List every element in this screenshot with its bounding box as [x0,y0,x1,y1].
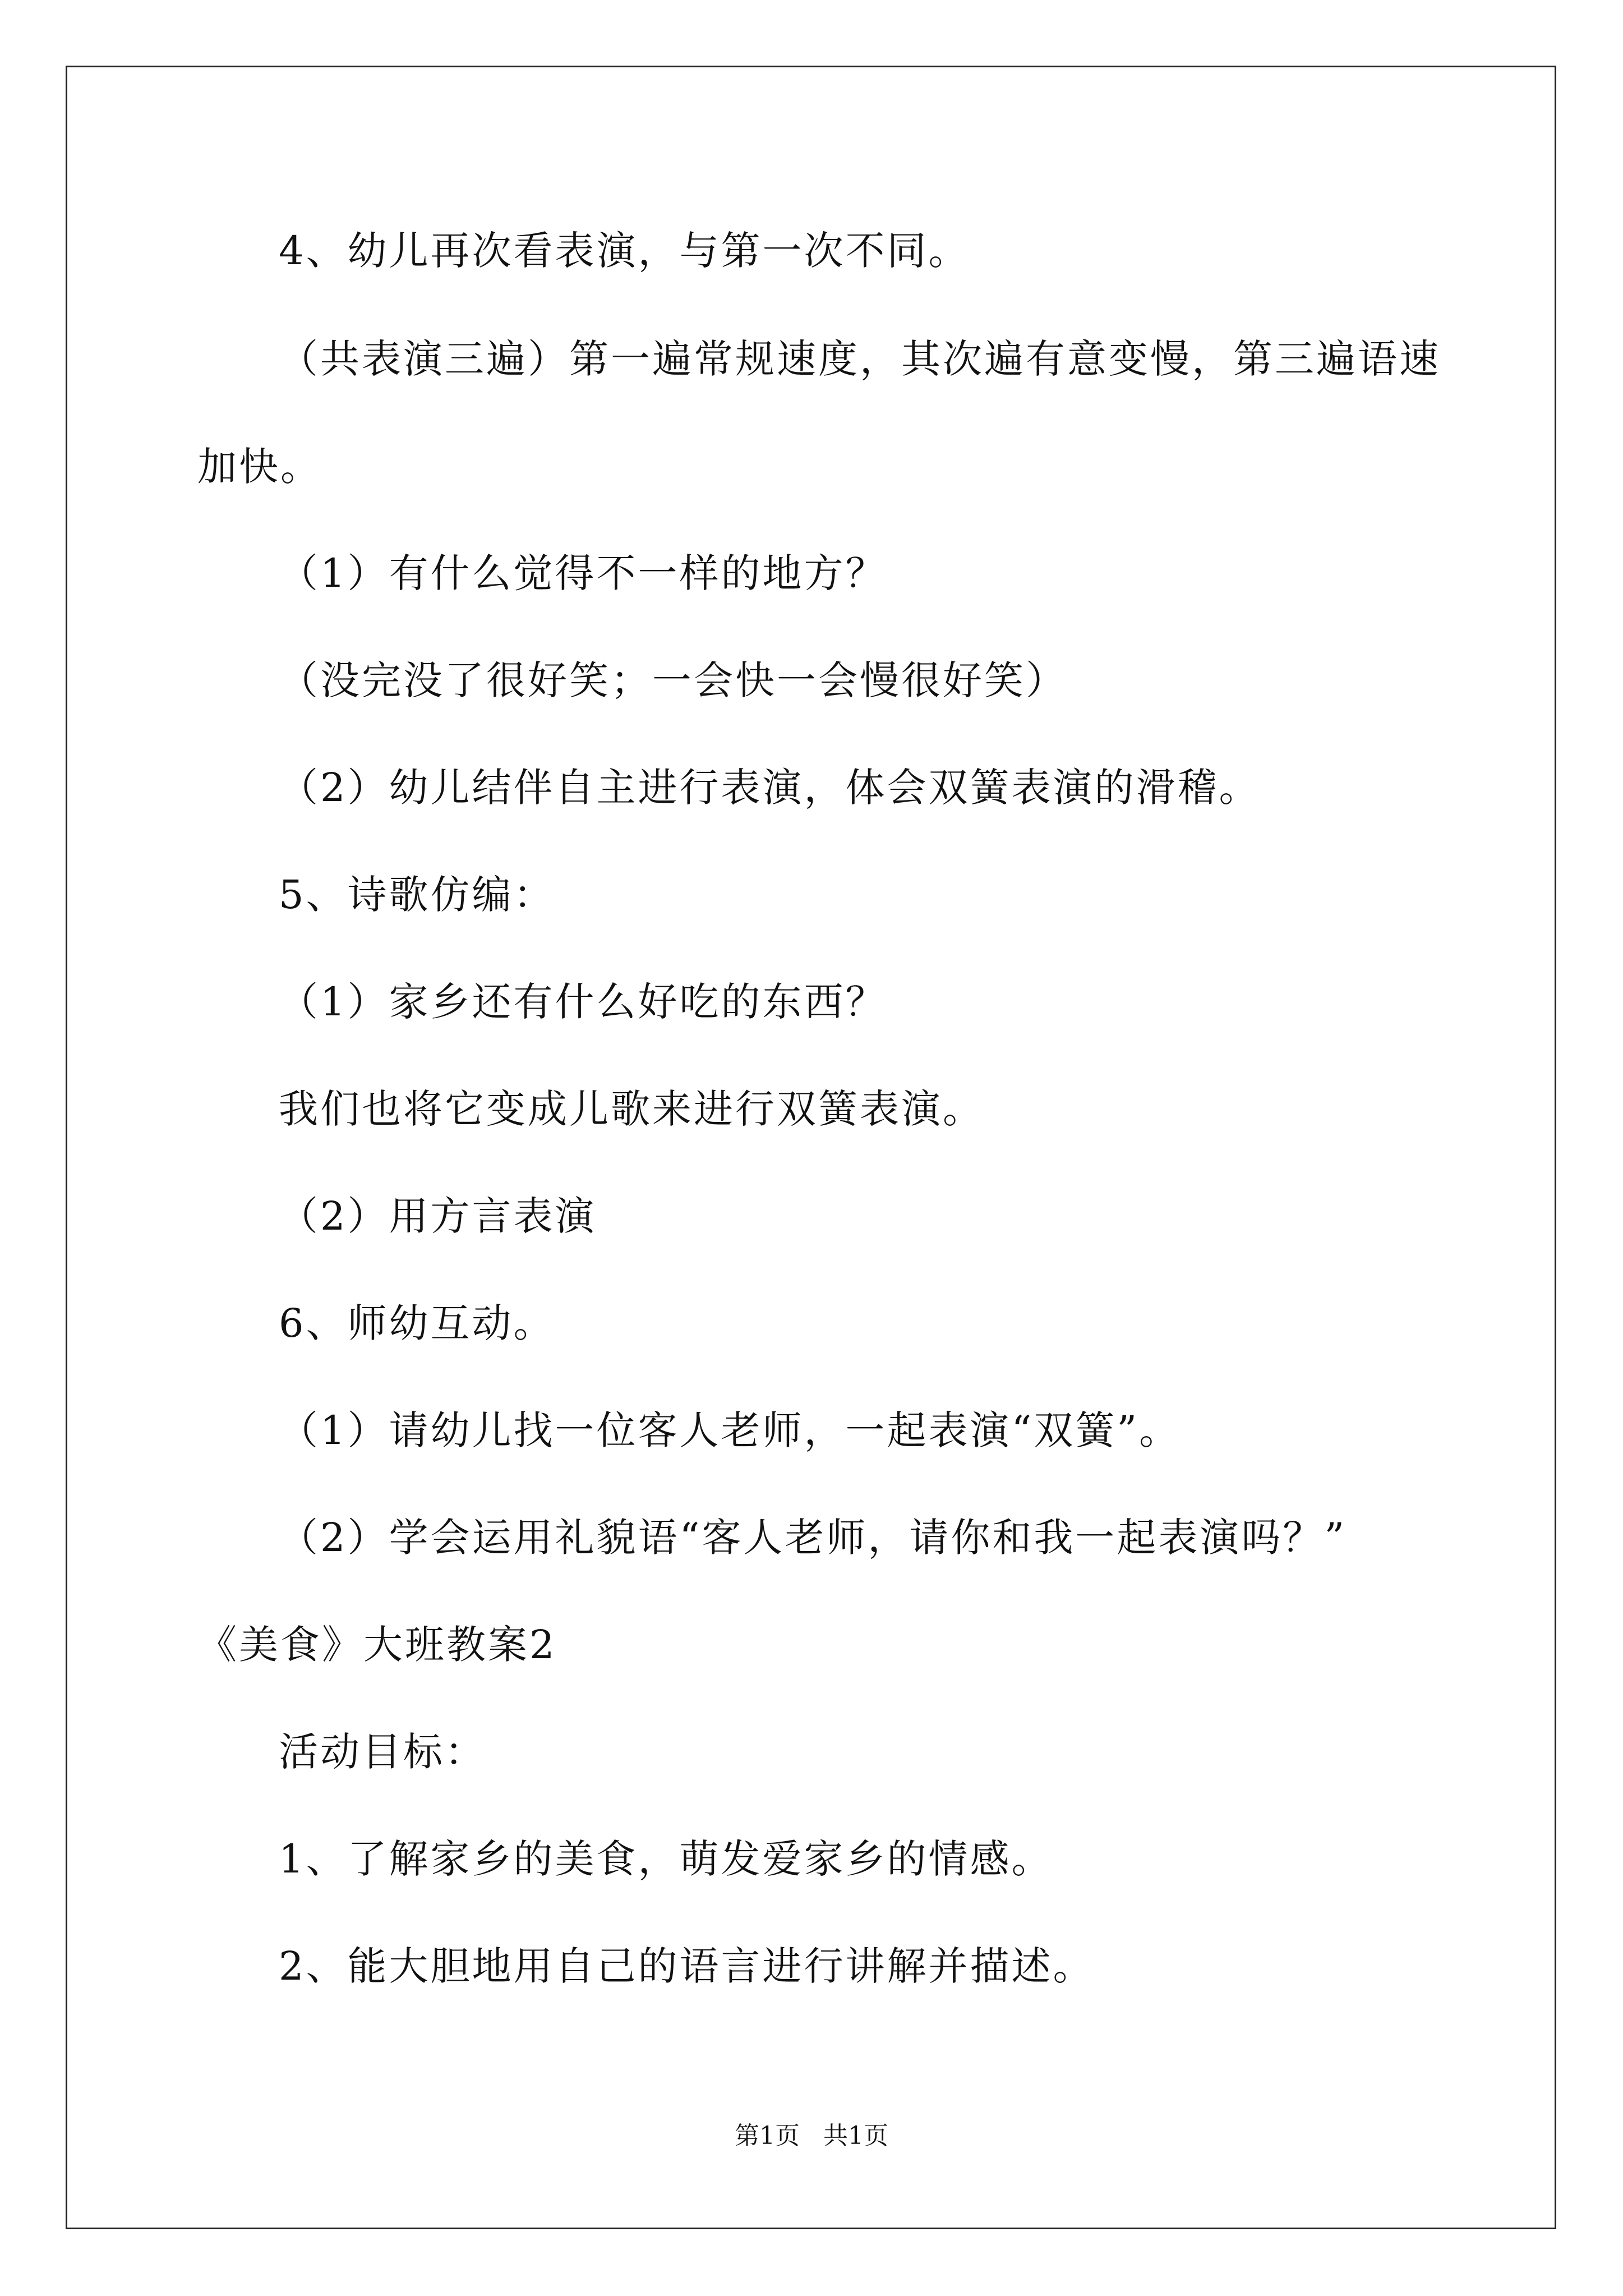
question-2-text: （2）幼儿结伴自主进行表演，体会双簧表演的滑稽。 [279,765,1261,811]
step-6-item-1: （1）请幼儿找一位客人老师，一起表演“双簧”。 [279,1407,1181,1453]
step-5-item-2: （2）用方言表演 [279,1193,597,1239]
step-5-text: 5、诗歌仿编： [279,872,555,918]
activity-goals-heading: 活动目标： [279,1729,486,1775]
step-6-text: 6、师幼互动。 [279,1300,555,1346]
page-number-footer: 第1页 共1页 [735,2122,888,2150]
goal-1-text: 1、了解家乡的美食，萌发爱家乡的情感。 [279,1836,1053,1882]
step-5-note: 我们也将它变成儿歌来进行双簧表演。 [279,1086,984,1132]
answer-1-text: （没完没了很好笑；一会快一会慢很好笑） [279,657,1067,703]
page-border [66,66,1556,2229]
lesson-plan-2-title: 《美食》大班教案2 [197,1622,557,1668]
goal-2-text: 2、能大胆地用自己的语言进行讲解并描述。 [279,1943,1095,1989]
step-4-text: 4、幼儿再次看表演，与第一次不同。 [279,228,970,274]
performance-note-line-2: 加快。 [197,444,322,490]
step-6-item-2: （2）学会运用礼貌语“客人老师，请你和我一起表演吗？” [279,1515,1347,1561]
performance-note-line-1: （共表演三遍）第一遍常规速度，其次遍有意变慢，第三遍语速 [279,336,1441,382]
question-1-text: （1）有什么觉得不一样的地方？ [279,550,887,596]
step-5-item-1: （1）家乡还有什么好吃的东西？ [279,979,887,1025]
